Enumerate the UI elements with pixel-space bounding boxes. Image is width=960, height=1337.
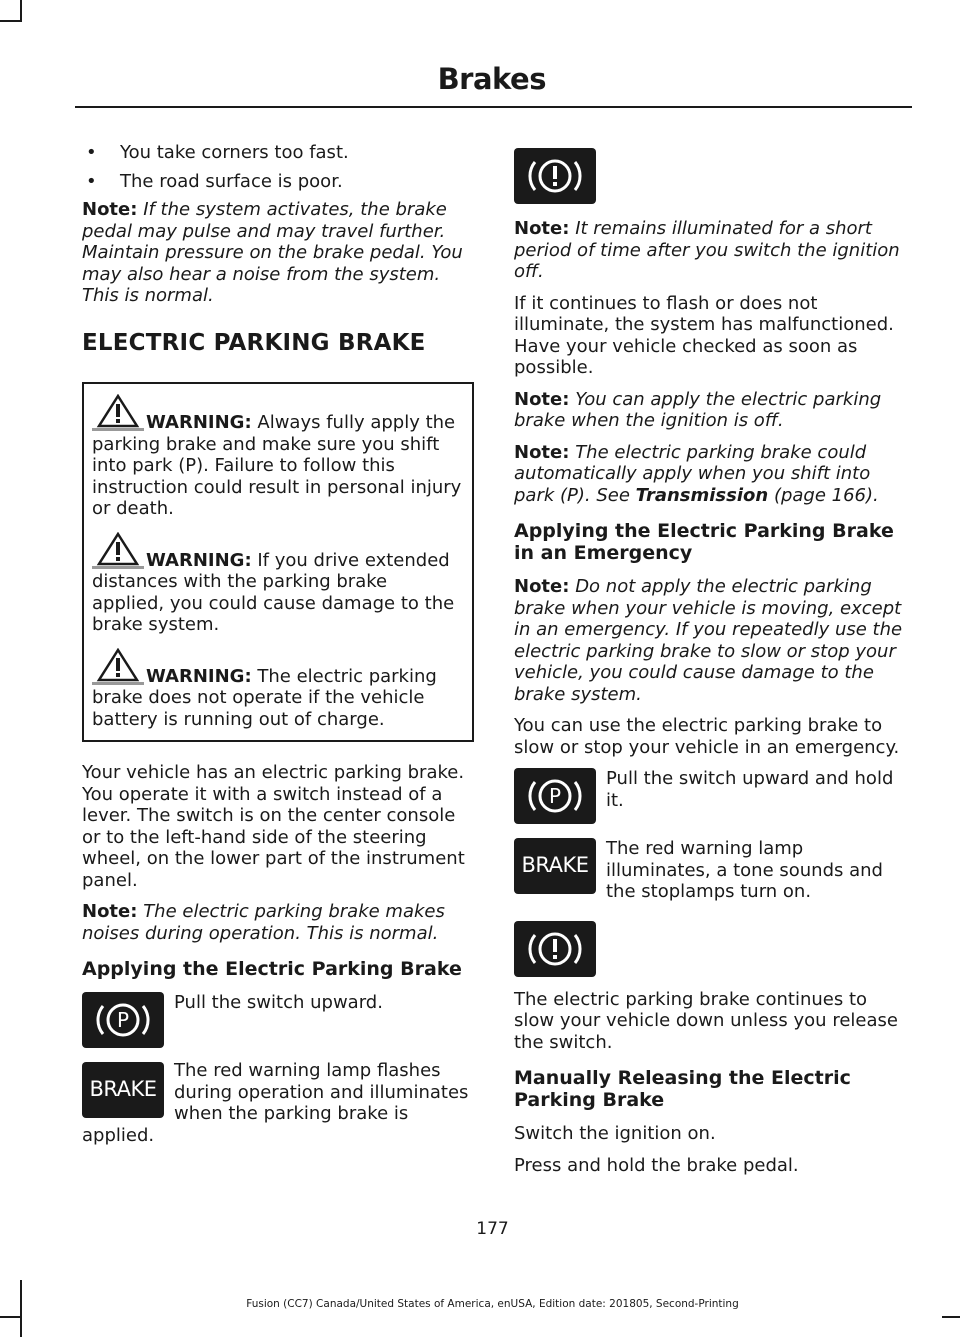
warning-item: WARNING: Always fully apply the parking brake and make sure you shift into park (P). Failure to follow this instruction could result in personal injury or death. xyxy=(92,394,464,520)
list-item: • The road surface is poor. xyxy=(86,170,343,192)
subsection-title: Applying the Electric Parking Brake in an Emergency xyxy=(514,520,894,564)
subsection-title: Manually Releasing the Electric Parking Brake xyxy=(514,1067,851,1111)
instruction-pull-switch: P Pull the switch upward. xyxy=(82,992,474,1048)
crop-mark xyxy=(0,1316,22,1318)
list-item: • You take corners too fast. xyxy=(86,142,349,163)
intro-paragraph: Your vehicle has an electric parking brake. You operate it with a switch instead of a lever. The switch is on the center console or to the left-hand side of the steering wheel, on the lower part of the instrument panel. xyxy=(82,762,465,891)
continues-paragraph: The electric parking brake continues to slow your vehicle down unless you release the switch. xyxy=(514,988,898,1053)
left-column xyxy=(82,142,474,1156)
svg-text:P: P xyxy=(116,1008,130,1032)
parking-brake-switch-icon xyxy=(514,768,596,824)
step-ignition-on: Switch the ignition on. xyxy=(514,1123,716,1144)
crop-mark xyxy=(0,20,22,22)
crop-mark xyxy=(942,1316,960,1318)
right-column xyxy=(514,142,906,1186)
note-noises: Note: The electric parking brake makes noises during operation. This is normal. xyxy=(82,901,445,944)
footer-edition: Fusion (CC7) Canada/United States of America, enUSA, Edition date: 201805, Second-Printing xyxy=(246,1298,739,1310)
warning-triangle-icon xyxy=(92,648,144,686)
crop-mark xyxy=(20,0,22,22)
note-ignition-off: Note: You can apply the electric parking brake when the ignition is off. xyxy=(514,388,882,431)
warning-box xyxy=(82,382,474,742)
brake-warning-lamp-icon: BRAKE xyxy=(82,1062,164,1118)
note-do-not-apply: Note: Do not apply the electric parking brake when your vehicle is moving, except in an emergency. If you repeatedly use the electric parking brake to slow or stop your vehicle, you could cause damage to the brake system. xyxy=(514,576,903,705)
note-auto-apply: Note: The electric parking brake could automatically apply when you shift into park (P). See Transmission (page 166). xyxy=(514,441,879,506)
brake-system-warning-icon xyxy=(514,148,596,204)
page-title: Brakes xyxy=(437,62,546,96)
subsection-title: Applying the Electric Parking Brake xyxy=(82,958,462,980)
step-press-pedal: Press and hold the brake pedal. xyxy=(514,1154,799,1176)
emergency-intro: You can use the electric parking brake to slow or stop your vehicle in an emergency. xyxy=(514,715,900,758)
instruction-pull-hold: P Pull the switch upward and hold it. xyxy=(514,768,906,824)
instruction-red-lamp-tone: BRAKE The red warning lamp illuminates, a tone sounds and the stoplamps turn on. xyxy=(514,838,906,903)
note-system-activates: Note: If the system activates, the brake pedal may pulse and may travel further. Maintain pressure on the brake pedal. You may also hear a noise from the system. This is normal. xyxy=(82,199,463,306)
transmission-link[interactable]: Transmission xyxy=(635,484,769,506)
note-remains-illuminated: Note: It remains illuminated for a short period of time after you switch the ignition off. xyxy=(514,218,900,282)
warning-triangle-icon xyxy=(92,394,144,432)
warning-item: WARNING: If you drive extended distances with the parking brake applied, you could cause damage to the brake system. xyxy=(92,532,464,636)
brake-warning-lamp-icon: BRAKE xyxy=(514,838,596,894)
header-rule xyxy=(75,106,912,108)
warning-item: WARNING: The electric parking brake does not operate if the vehicle battery is running out of charge. xyxy=(92,648,464,731)
malfunction-paragraph: If it continues to flash or does not illuminate, the system has malfunctioned. Have your vehicle checked as soon as possible. xyxy=(514,292,894,378)
parking-brake-switch-icon xyxy=(82,992,164,1048)
page-number: 177 xyxy=(476,1219,509,1239)
instruction-red-lamp: BRAKE The red warning lamp flashes during operation and illuminates when the parking brake is applied. xyxy=(82,1060,469,1146)
brake-system-warning-icon xyxy=(514,921,596,977)
section-title: ELECTRIC PARKING BRAKE xyxy=(82,329,426,356)
warning-triangle-icon xyxy=(92,532,144,570)
svg-text:P: P xyxy=(548,784,562,808)
